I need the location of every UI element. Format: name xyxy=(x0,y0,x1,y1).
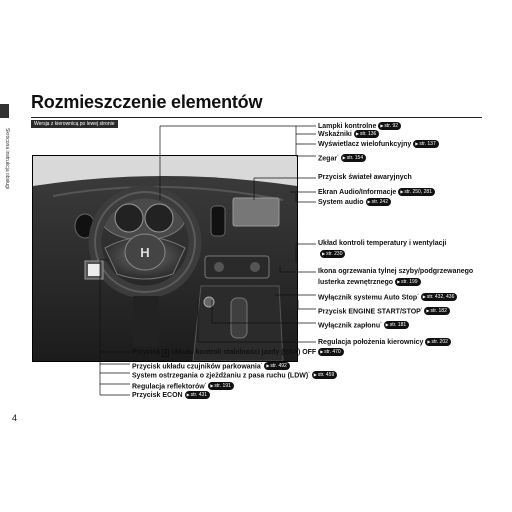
page-ref-badge[interactable]: ▶ str. 432, 436 xyxy=(421,293,458,301)
callout-climate-control-ref xyxy=(318,250,345,259)
callout-auto-stop: Wyłącznik systemu Auto Stop*▶ str. 432, 436 xyxy=(318,291,457,302)
callout-gauges: Wskaźniki▶ str. 136 xyxy=(318,130,379,139)
callout-econ-button: Przycisk ECON▶ str. 431 xyxy=(132,391,210,400)
page-title: Rozmieszczenie elementów xyxy=(31,92,263,112)
page-ref-badge[interactable]: ▶ str. 181 xyxy=(384,321,409,329)
page-number: 4 xyxy=(12,413,18,423)
callout-rear-defog: Ikona ogrzewania tylnej szyby/podgrzewanego xyxy=(318,268,474,275)
vsa-icon: ▮ xyxy=(164,349,168,356)
page-ref-badge[interactable]: ▶ str. 202 xyxy=(425,338,450,346)
callout-warning-lights: Lampki kontrolne▶ str. 92 xyxy=(318,122,401,131)
page-ref-badge[interactable]: ▶ str. 191 xyxy=(208,382,233,390)
page-ref-badge[interactable]: ▶ str. 492 xyxy=(264,362,289,370)
callout-multi-display: Wyświetlacz wielofunkcyjny▶ str. 137 xyxy=(318,140,439,149)
page-ref-badge[interactable]: ▶ str. 250, 281 xyxy=(398,188,435,196)
callout-audio-screen: Ekran Audio/Informacje▶ str. 250, 281 xyxy=(318,188,435,197)
page-ref-badge[interactable]: ▶ str. 137 xyxy=(413,140,438,148)
callout-ignition-switch: Wyłącznik zapłonu*▶ str. 181 xyxy=(318,319,409,330)
callout-clock: Zegar*▶ str. 154 xyxy=(318,152,366,163)
page-ref-badge[interactable]: ▶ str. 470 xyxy=(318,348,343,356)
callout-climate-control: Układ kontroli temperatury i wentylacji xyxy=(318,240,447,247)
page-ref-badge[interactable]: ▶ str. 199 xyxy=(395,278,420,286)
callout-audio-system: System audio▶ str. 242 xyxy=(318,198,391,207)
page-ref-badge[interactable]: ▶ str. 136 xyxy=(354,130,379,138)
callout-engine-start-stop: Przycisk ENGINE START/STOP*▶ str. 182 xyxy=(318,305,450,316)
page-ref-badge[interactable]: ▶ str. 182 xyxy=(424,307,449,315)
variant-badge: Wersja z kierownicą po lewej stronie xyxy=(31,120,118,128)
page-ref-badge[interactable]: ▶ str. 230 xyxy=(320,250,345,258)
page-ref-badge[interactable]: ▶ str. 242 xyxy=(366,198,391,206)
callout-rear-defog-line2: lusterka zewnętrznego▶ str. 199 xyxy=(318,278,421,287)
svg-text:H: H xyxy=(140,245,150,260)
section-label: Skrócona instrukcja obsługi xyxy=(4,128,10,189)
callout-headlight-leveling: Regulacja reflektorów*▶ str. 191 xyxy=(132,380,234,391)
page-ref-badge[interactable]: ▶ str. 459 xyxy=(312,371,337,379)
callout-steering-adjust: Regulacja położenia kierownicy▶ str. 202 xyxy=(318,338,451,347)
page-ref-badge[interactable]: ▶ str. 92 xyxy=(378,122,401,130)
page-ref-badge[interactable]: ▶ str. 431 xyxy=(185,391,210,399)
callout-hazard-button: Przycisk świateł awaryjnych xyxy=(318,174,412,181)
page-ref-badge[interactable]: ▶ str. 154 xyxy=(341,154,366,162)
callout-ldw: System ostrzegania o zjeżdżaniu z pasa ruchu (LDW)*▶ str. 459 xyxy=(132,369,337,380)
callout-parking-sensors: Przycisk układu czujników parkowania*▶ str. 492 xyxy=(132,360,290,371)
callout-vsa-off: Przycisk ▮ układu kontroli stabilności jazdy (VSA) OFF▶ str. 470 xyxy=(132,348,344,357)
